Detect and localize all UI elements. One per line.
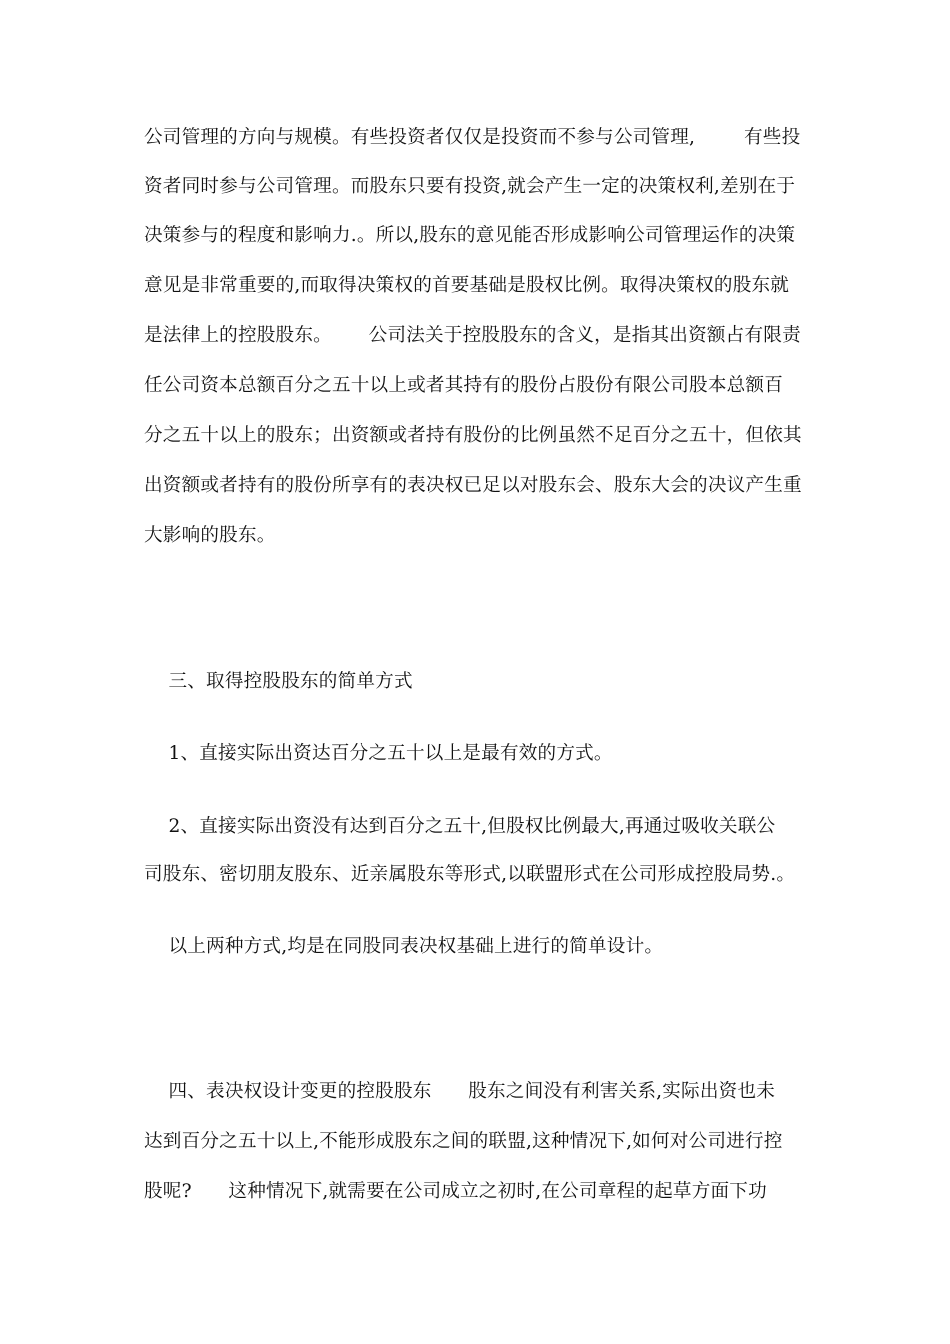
paragraph-1-line-4: 意见是非常重要的,而取得决策权的首要基础是股权比例。取得决策权的股东就: [144, 275, 790, 296]
section-4-line-2: 达到百分之五十以上,不能形成股东之间的联盟,这种情况下,如何对公司进行控: [144, 1131, 783, 1152]
section-3-item-2-line-1: 2、直接实际出资没有达到百分之五十,但股权比例最大,再通过吸收关联公: [144, 816, 776, 837]
paragraph-1-line-1: 公司管理的方向与规模。有些投资者仅仅是投资而不参与公司管理, 有些投: [144, 127, 801, 148]
paragraph-1-line-9: 大影响的股东。: [144, 525, 276, 546]
section-3-item-1: 1、直接实际出资达百分之五十以上是最有效的方式。: [144, 743, 613, 764]
paragraph-1-line-8: 出资额或者持有的股份所享有的表决权已足以对股东会、股东大会的决议产生重: [144, 475, 802, 496]
paragraph-1-line-5: 是法律上的控股股东。 公司法关于控股股东的含义，是指其出资额占有限责: [144, 325, 801, 346]
paragraph-1-line-2: 资者同时参与公司管理。而股东只要有投资,就会产生一定的决策权利,差别在于: [144, 176, 796, 197]
paragraph-1-line-6: 任公司资本总额百分之五十以上或者其持有的股份占股份有限公司股本总额百: [144, 375, 783, 396]
section-3-summary: 以上两种方式,均是在同股同表决权基础上进行的简单设计。: [144, 936, 664, 957]
paragraph-1-line-7: 分之五十以上的股东；出资额或者持有股份的比例虽然不足百分之五十，但依其: [144, 425, 802, 446]
section-3-heading: 三、取得控股股东的简单方式: [144, 671, 413, 692]
section-4-line-3: 股呢? 这种情况下,就需要在公司成立之初时,在公司章程的起草方面下功: [144, 1181, 767, 1202]
section-3-item-2-line-2: 司股东、密切朋友股东、近亲属股东等形式,以联盟形式在公司形成控股局势.。: [144, 864, 796, 885]
paragraph-1-line-3: 决策参与的程度和影响力.。所以,股东的意见能否形成影响公司管理运作的决策: [144, 225, 796, 246]
section-4-line-1: 四、表决权设计变更的控股股东 股东之间没有利害关系,实际出资也未: [144, 1081, 776, 1102]
